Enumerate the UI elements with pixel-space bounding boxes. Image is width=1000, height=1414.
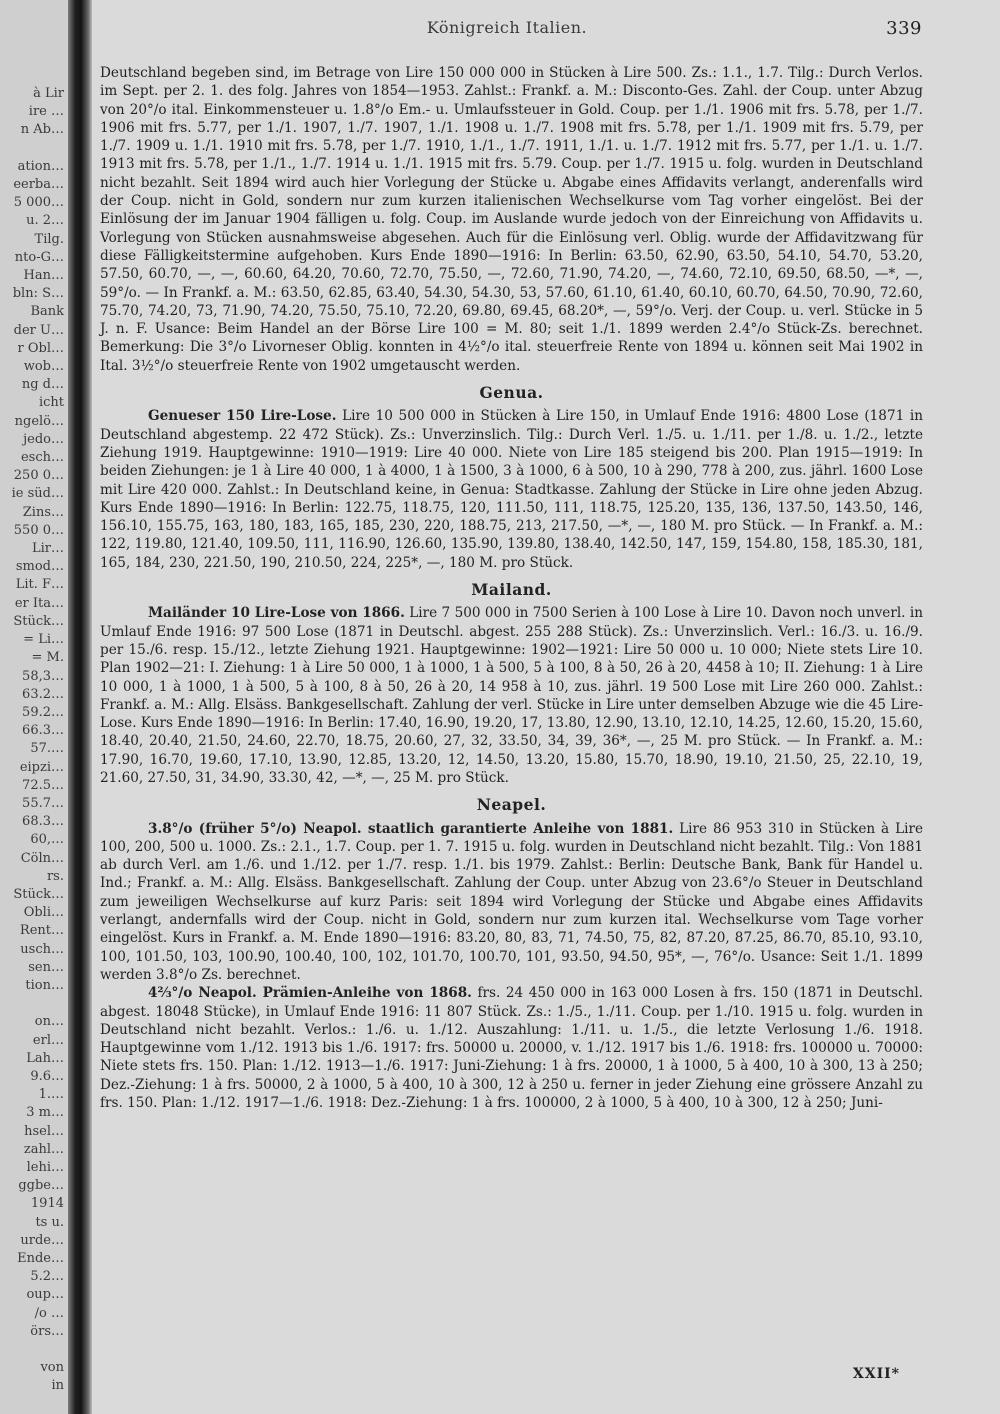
section-heading-mailand: Mailand. bbox=[471, 580, 552, 600]
entry-title: Mailänder 10 Lire-Lose von 1866. bbox=[148, 605, 405, 622]
book-page bbox=[92, 0, 1000, 1414]
neapel-paragraph-1 bbox=[100, 820, 923, 985]
book-gutter bbox=[68, 0, 92, 1414]
adjacent-page-text: à Lir ire … n Ab… ation… eerba… 5 000… u. 2… Tilg. nto-G… Han… bln: S… Bank der U… r Obl… wob… ng d… icht ngelö… jedo… esch… 250 0… ie süd… Zins… 550 0… Lir… smod… Lit. F… er Ita… Stück… = Li… = M. 58,3… 63.2… 59.2… 66.3… 57.… eipzi… 72.5… 55.7… 68.3… 60,… Cöln… rs. Stück… Obli… Rent… usch… sen… tion… on… erl… Lah… 9.6… 1.… 3 m… hsel… zahl… lehi… ggbe… 1914 ts u. urde… Ende… 5.2… oup… /o … örs… von in bbox=[11, 86, 64, 1394]
adjacent-page-fragment bbox=[0, 0, 70, 1414]
section-heading-neapel: Neapel. bbox=[476, 795, 547, 815]
entry-text: Lire 86 953 310 in Stücken à Lire 100, 200, 500 u. 1000. Zs.: 2.1., 1.7. Coup. per 1. 7. 1915 u. folg. wurden in Deutschland nicht bezahlt. Tilg.: Von 1881 ab durch Verl. am 1./6. und 1./12. per 1./7. resp. 1./1. bis 1979. Zahlst.: Berlin: Deutsche Bank, Bank für Handel u. Ind.; Frankf. a. M.: Allg. Elsäss. Bankgesellschaft. Zahlung der Coup. unter Abzug von 23.6°/o Steuer in Deutschland zum jeweiligen Wechselkurse auf kurz Paris: seit 1894 wird Vorlegung der Stücke und Abgabe eines Affidavits verlangt, andernfalls wird der Coup. nicht in Gold, sondern nur zum kurzen ital. Wechselkurse vom Tage vorher eingelöst. Kurs in Frankf. a. M. Ende 1890—1916: 83.20, 80, 83, 71, 74.50, 75, 82, 87.20, 87.25, 86.70, 85.10, 93.10, 100, 101.50, 103, 100.90, 100.40, 100, 102, 101.70, 100.70, 101, 93.50, 94.50, 95*, —, 76°/o. Usance: Seit 1./1. 1899 werden 3.8°/o Zs. berechnet. bbox=[100, 820, 923, 983]
mailand-paragraph bbox=[100, 604, 923, 787]
entry-title: 4⅔°/o Neapol. Prämien-Anleihe von 1868. bbox=[148, 985, 472, 1002]
printer-signature: XXII* bbox=[852, 1366, 900, 1382]
intro-paragraph: Deutschland begeben sind, im Betrage von Lire 150 000 000 in Stücken à Lire 500. Zs.: 1.1., 1.7. Tilg.: Durch Verlos. im Sept. per 2. 1. des folg. Jahres von 1854—1953. Zahlst.: Frankf. a. M.: Disconto-Ges. Zahl. der Coup. unter Abzug von 20°/o ital. Einkommensteuer u. 1.8°/o Em.- u. Umlaufssteuer in Gold. Coup. per 1./1. 1906 mit frs. 5.78, per 1./7. 1906 mit frs. 5.77, per 1./1. 1907, 1./7. 1907, 1./1. 1908 u. 1./7. 1908 mit frs. 5.78, per 1./1. 1909 mit frs. 5.79, per 1./7. 1909 u. 1./1. 1910 mit frs. 5.78, per 1./7. 1910, 1./1., 1./7. 1911, 1./1. u. 1./7. 1912 mit frs. 5.77, per 1./1. u. 1./7. 1913 mit frs. 5.78, per 1./1., 1./7. 1914 u. 1./1. 1915 mit frs. 5.79. Coup. per 1./7. 1915 u. folg. wurden in Deutschland nicht bezahlt. Seit 1894 wird auch hier Vorlegung der Stücke u. Abgabe eines Affidavits verlangt, anderenfalls wird der Coup. nicht in Gold, sondern nur zum kurzen italienischen Wechselkurse vom Tag vorher eingelöst. Bei der Einlösung der im Januar 1904 fälligen u. folg. Coup. im Auslande wurde jedoch von der Einreichung von Affidavits u. Vorlegung von Stücken ausnahmsweise abgesehen. Auch für die Einlösung verl. Oblig. wurde der Affidavitzwang für diese Fälligkeitstermine aufgehoben. Kurs Ende 1890—1916: In Berlin: 63.50, 62.90, 63.50, 54.10, 54.70, 53.20, 57.50, 60.70, —, —, 60.60, 64.20, 70.60, 72.70, 75.50, —, 72.60, 71.90, 74.20, —, 74.60, 72.10, 69.50, 68.50, —*, —, 59°/o. — In Frankf. a. M.: 63.50, 62.85, 63.40, 54.30, 54.30, 53, 57.60, 61.10, 61.40, 60.10, 60.70, 64.50, 70.90, 72.60, 75.70, 74.20, 73, 71.90, 74.20, 75.50, 75.10, 72.20, 69.80, 69.45, 68.20*, —, 59°/o. Verj. der Coup. u. verl. Stücke in 5 J. n. F. Usance: Beim Handel an der Börse Lire 100 = M. 80; seit 1./1. 1899 werden 2.4°/o Stück-Zs. berechnet. Bemerkung: Die 3°/o Livorneser Oblig. konnten in 4½°/o ital. steuerfreie Rente von 1894 u. können seit Mai 1902 in Ital. 3½°/o steuerfreie Rente von 1902 umgetauscht werden. bbox=[100, 65, 923, 374]
page-header bbox=[92, 18, 922, 40]
section-heading-genua: Genua. bbox=[479, 383, 544, 403]
entry-text: frs. 24 450 000 in 163 000 Losen à frs. 150 (1871 in Deutschl. abgest. 18048 Stücke), in Umlauf Ende 1916: 11 807 Stück. Zs.: 1./5., 1./11. Coup. per 1./10. 1915 u. folg. wurden in Deutschland nicht bezahlt. Verlos.: 1./6. u. 1./12. Auszahlung: 1./11. u. 1./5., die letzte Verlosung 1./6. 1918. Hauptgewinne vom 1./12. 1913 bis 1./6. 1917: frs. 50000 u. 20000, v. 1./12. 1917 bis 1./6. 1918: frs. 100000 u. 70000: Niete stets frs. 150. Plan: 1./12. 1913—1./6. 1917: Juni-Ziehung: 1 à frs. 20000, 1 à 1000, 5 à 400, 10 à 300, 13 à 250; Dez.-Ziehung: 1 à frs. 50000, 2 à 1000, 5 à 400, 10 à 300, 12 à 250 u. ferner in jeder Ziehung eine grössere Anzahl zu frs. 150. Plan: 1./12. 1917—1./6. 1918: Dez.-Ziehung: 1 à frs. 100000, 2 à 1000, 5 à 400, 10 à 300, 12 à 250; Juni- bbox=[100, 985, 923, 1112]
page-number: 339 bbox=[886, 18, 922, 39]
entry-title: 3.8°/o (früher 5°/o) Neapol. staatlich garantierte Anleihe von 1881. bbox=[148, 820, 674, 837]
running-title: Königreich Italien. bbox=[426, 18, 588, 37]
entry-text: Lire 7 500 000 in 7500 Serien à 100 Lose à Lire 10. Davon noch unverl. in Umlauf Ende 1916: 97 500 Lose (1871 in Deutschl. abgest. 255 288 Stück). Zs.: Unverzinslich. Verl.: 16./3. u. 16./9. per 15./6. resp. 15./12., letzte Ziehung 1921. Hauptgewinne: 1902—1921: Lire 50 000 u. 10 000; Niete stets Lire 10. Plan 1902—21: I. Ziehung: 1 à Lire 50 000, 1 à 1000, 1 à 500, 5 à 100, 8 à 50, 26 à 20, 4458 à 10; II. Ziehung: 1 à Lire 10 000, 1 à 1000, 1 à 500, 5 à 100, 8 à 50, 26 à 20, 14 958 à 10, zus. jährl. 19 500 Lose mit Lire 260 000. Zahlst.: Frankf. a. M.: Allg. Elsäss. Bankgesellschaft. Zahlung der verl. Stücke in Lire unter demselben Abzuge wie die 45 Lire-Lose. Kurs Ende 1890—1916: In Berlin: 17.40, 16.90, 19.20, 17, 13.80, 12.90, 13.10, 12.10, 14.25, 12.60, 15.20, 15.60, 18.40, 20.40, 21.50, 24.60, 22.70, 18.75, 20.60, 27, 32, 33.50, 34, 39, 36*, —, 25 M. pro Stück. — In Frankf. a. M.: 17.90, 16.70, 19.60, 17.10, 13.90, 12.85, 13.20, 12, 14.50, 13.20, 15.80, 15.70, 18.90, 19.10, 21.50, 25, 22.10, 19, 21.60, 27.50, 31, 34.90, 33.30, 42, —*, —, 25 M. pro Stück. bbox=[100, 605, 923, 786]
neapel-paragraph-2 bbox=[100, 984, 923, 1112]
genua-paragraph bbox=[100, 407, 923, 572]
page-body bbox=[100, 64, 923, 1112]
entry-text: Lire 10 500 000 in Stücken à Lire 150, in Umlauf Ende 1916: 4800 Lose (1871 in Deutschland abgestemp. 22 472 Stück). Zs.: Unverzinslich. Tilg.: Durch Verl. 1./5. u. 1./11. per 1./8. u. 1./2., letzte Ziehung 1919. Hauptgewinne: 1910—1919: Lire 40 000. Niete von Lire 185 steigend bis 200. Plan 1915—1919: In beiden Ziehungen: je 1 à Lire 40 000, 1 à 4000, 1 à 1500, 3 à 1000, 6 à 500, 10 à 290, 778 à 200, zus. jährl. 1600 Lose mit Lire 420 000. Zahlst.: In Deutschland keine, in Genua: Stadtkasse. Zahlung der Stücke in Lire ohne jeden Abzug. Kurs Ende 1890—1916: In Berlin: 122.75, 118.75, 120, 111.50, 111, 118.75, 125.20, 135, 136, 137.50, 143.50, 146, 156.10, 155.75, 163, 180, 183, 165, 185, 230, 220, 188.75, 213, 217.50, —*, —, 180 M. pro Stück. — In Frankf. a. M.: 122, 119.80, 121.40, 109.50, 111, 116.90, 126.60, 135.90, 139.80, 138.40, 142.50, 147, 159, 154.80, 158, 185.30, 181, 165, 184, 230, 221.50, 190, 210.50, 224, 225*, —, 180 M. pro Stück. bbox=[100, 408, 923, 571]
entry-title: Genueser 150 Lire-Lose. bbox=[148, 408, 337, 425]
